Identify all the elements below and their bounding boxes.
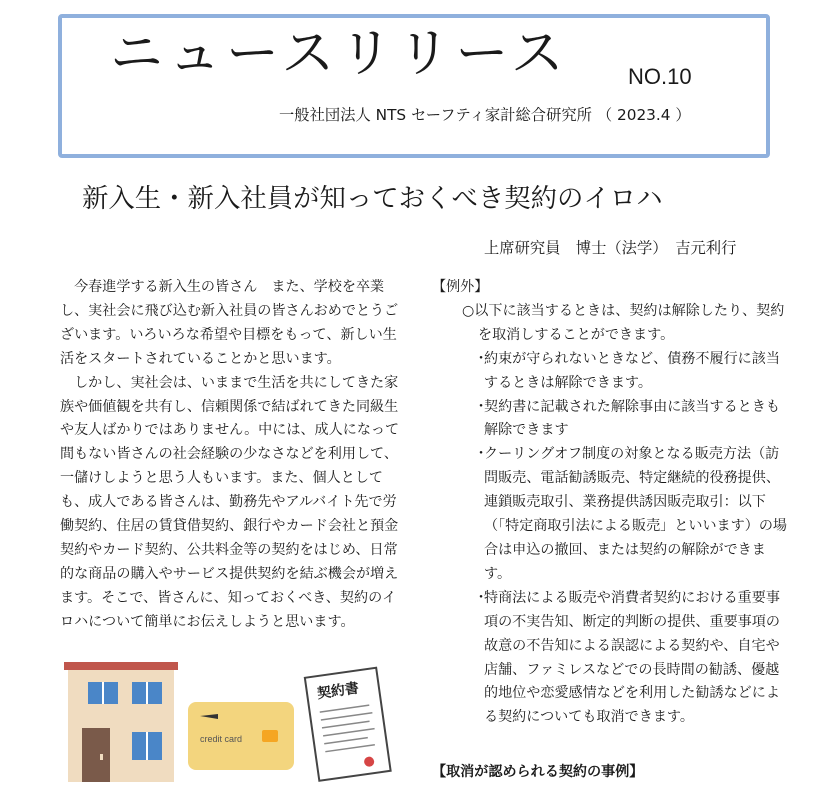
list-item: ・クーリングオフ制度の対象となる販売方法（訪問販売、電話勧誘販売、特定継続的役務提供、連鎖販売取引、業務提供誘因販売取引：以下（「特定商取引法による販売」といいます）の場合は申込の撤回、または契約の解除ができます。	[474, 446, 788, 582]
intro-paragraph: 今春進学する新入生の皆さん また、学校を卒業し、実社会に飛び込む新入社員の皆さんおめでとうございます。いろいろな希望や目標をもって、新しい生活をスタートされていることかと思います。	[60, 279, 399, 367]
page-title: ニュースリリース	[110, 23, 569, 84]
list-item: ・特商法による販売や消費者契約における重要事項の不実告知、断定的判断の提供、重要事項の故意の不告知による誤認による契約や、自宅や店舗、ファミレスなどでの長時間の勧誘、優越的地位や恋愛感情などを利用した勧誘などによる契約についても取消できます。	[474, 589, 780, 726]
intro-column	[60, 276, 410, 635]
credit-card-icon	[188, 702, 294, 770]
exceptions-column	[432, 276, 792, 730]
contract-document-icon	[305, 668, 391, 781]
intro-paragraph: しかし、実社会は、いままで生活を共にしてきた家族や価値観を共有し、信頼関係で結ばれてきた同級生や友人ばかりではありません。中には、成人になって間もない皆さんの社会経験の少なさなどを利用して、一儲けしようと思う人もいます。また、個人としても、成人である皆さんは、勤務先やアルバイト先で労働契約、住居の賃貸借契約、銀行やカード会社と預金契約やカード契約、公共料金等の契約をはじめ、日常的な商品の購入やサービス提供契約を結ぶ機会が増えます。そこで、皆さんに、知っておくべき、契約のイロハについて簡単にお伝えしようと思います。	[60, 374, 400, 630]
card-label: credit card	[200, 734, 243, 744]
contract-label: 契約書	[316, 680, 360, 703]
illustration	[60, 656, 400, 788]
section-heading-cancellation-cases: 【取消が認められる契約の事例】	[432, 764, 644, 780]
exceptions-main-item: ○以下に該当するときは、契約は解除したり、契約を取消しすることができます。	[462, 302, 785, 343]
publisher: 一般社団法人 NTS セーフティ家計総合研究所 （ 2023.4 ）	[279, 106, 691, 124]
exceptions-list	[432, 348, 792, 731]
section-label-exceptions: 【例外】	[432, 279, 489, 295]
issue-number: NO.10	[628, 64, 692, 89]
author-byline: 上席研究員 博士（法学） 吉元利行	[484, 239, 737, 257]
article-headline: 新入生・新入社員が知っておくべき契約のイロハ	[82, 183, 663, 214]
list-item: ・約束が守られないときなど、債務不履行に該当するときは解除できます。	[474, 350, 780, 391]
list-item: ・契約書に記載された解除事由に該当するときも解除できます	[474, 398, 780, 439]
building-icon	[64, 662, 178, 782]
